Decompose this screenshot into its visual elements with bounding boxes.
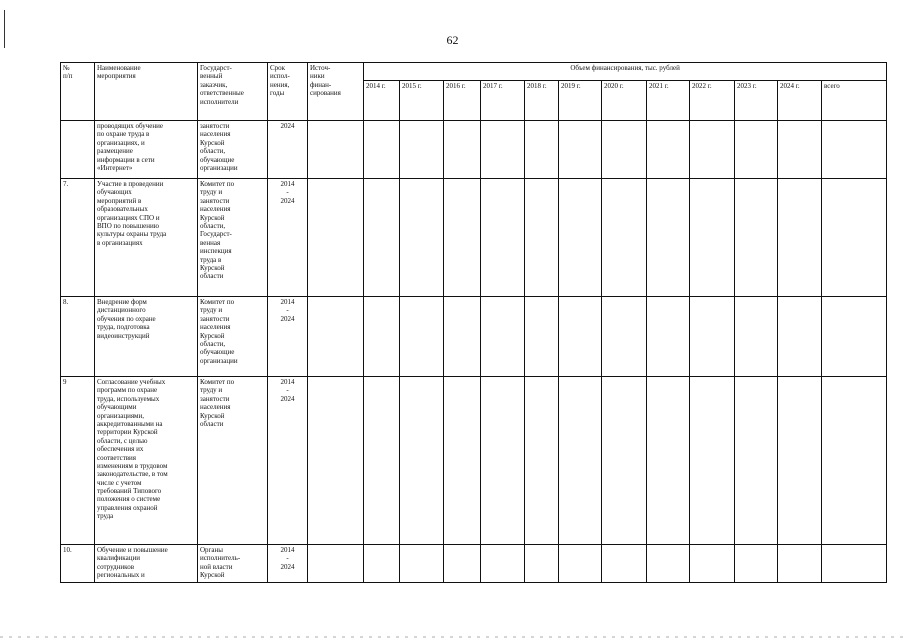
row-funding-cell: [690, 377, 735, 545]
row-funding-cell: [822, 377, 887, 545]
row-funding-cell: [481, 377, 525, 545]
row-num: 7.: [61, 179, 95, 297]
row-funding-cell: [647, 545, 690, 583]
row-num: 9: [61, 377, 95, 545]
row-source: [308, 121, 364, 179]
row-funding-cell: [481, 545, 525, 583]
table-row: [61, 121, 887, 179]
header-year: 2014 г.: [364, 81, 400, 121]
row-funding-cell: [602, 179, 647, 297]
row-funding-cell: [444, 121, 481, 179]
funding-table: [60, 62, 887, 583]
row-funding-cell: [690, 121, 735, 179]
row-funding-cell: [525, 377, 559, 545]
row-customer: занятости населения Курской области, обучающие организации: [198, 121, 268, 179]
header-year: 2022 г.: [690, 81, 735, 121]
row-funding-cell: [778, 179, 822, 297]
row-funding-cell: [400, 179, 444, 297]
header-term: Срок испол- нения, годы: [268, 63, 308, 121]
header-num: № п/п: [61, 63, 95, 121]
row-funding-cell: [822, 545, 887, 583]
row-num: 8.: [61, 297, 95, 377]
row-funding-cell: [822, 179, 887, 297]
row-funding-cell: [690, 545, 735, 583]
row-funding-cell: [735, 545, 778, 583]
row-funding-cell: [400, 297, 444, 377]
row-num: 10.: [61, 545, 95, 583]
row-funding-cell: [364, 121, 400, 179]
row-funding-cell: [525, 545, 559, 583]
row-funding-cell: [822, 297, 887, 377]
row-funding-cell: [778, 377, 822, 545]
header-year: 2017 г.: [481, 81, 525, 121]
header-year: всего: [822, 81, 887, 121]
row-customer: Органы исполнитель- ной власти Курской: [198, 545, 268, 583]
row-funding-cell: [444, 377, 481, 545]
scan-bottom-edge: [0, 636, 905, 638]
row-name: проводящих обучение по охране труда в организациях, и размещение информации в сети «Интернет»: [95, 121, 198, 179]
row-funding-cell: [602, 545, 647, 583]
row-funding-cell: [647, 297, 690, 377]
row-customer: Комитет по труду и занятости населения Курской области, Государст- венная инспекция труда в Курской области: [198, 179, 268, 297]
header-name: Наименование мероприятия: [95, 63, 198, 121]
row-funding-cell: [647, 121, 690, 179]
table-row: [61, 179, 887, 297]
row-name: Согласование учебных программ по охране труда, используемых обучающими организациями, аккредитованными на территории Курской области, с целью обеспечения их соответствия изменениям в трудовом законодательстве, в том числе с учетом требований Типового положения о системе управления охраной труда: [95, 377, 198, 545]
table-row: [61, 297, 887, 377]
row-funding-cell: [559, 377, 602, 545]
row-source: [308, 545, 364, 583]
header-year: 2015 г.: [400, 81, 444, 121]
row-funding-cell: [400, 377, 444, 545]
header-year: 2018 г.: [525, 81, 559, 121]
row-name: Участие в проведении обучающих мероприятий в образовательных организациях СПО и ВПО по повышению культуры охраны труда в организациях: [95, 179, 198, 297]
row-source: [308, 377, 364, 545]
row-source: [308, 179, 364, 297]
row-funding-cell: [647, 179, 690, 297]
row-funding-cell: [822, 121, 887, 179]
row-funding-cell: [481, 179, 525, 297]
row-funding-cell: [602, 377, 647, 545]
row-funding-cell: [559, 297, 602, 377]
row-funding-cell: [481, 297, 525, 377]
header-year: 2020 г.: [602, 81, 647, 121]
header-funding: Объем финансирования, тыс. рублей: [364, 63, 887, 81]
row-funding-cell: [735, 179, 778, 297]
row-funding-cell: [364, 297, 400, 377]
row-funding-cell: [364, 545, 400, 583]
row-funding-cell: [444, 545, 481, 583]
row-funding-cell: [735, 297, 778, 377]
row-name: Обучение и повышение квалификации сотрудников региональных и: [95, 545, 198, 583]
row-funding-cell: [525, 179, 559, 297]
row-funding-cell: [690, 297, 735, 377]
row-funding-cell: [559, 545, 602, 583]
header-year: 2024 г.: [778, 81, 822, 121]
row-funding-cell: [647, 377, 690, 545]
row-term: 2014 - 2024: [268, 179, 308, 297]
row-funding-cell: [525, 121, 559, 179]
row-funding-cell: [690, 179, 735, 297]
row-funding-cell: [735, 377, 778, 545]
row-funding-cell: [364, 377, 400, 545]
row-name: Внедрение форм дистанционного обучения по охране труда, подготовка видеоинструкций: [95, 297, 198, 377]
row-funding-cell: [602, 297, 647, 377]
row-term: 2014 - 2024: [268, 377, 308, 545]
row-funding-cell: [525, 297, 559, 377]
row-funding-cell: [559, 121, 602, 179]
row-source: [308, 297, 364, 377]
table-row: [61, 377, 887, 545]
row-funding-cell: [778, 297, 822, 377]
row-funding-cell: [400, 545, 444, 583]
header-year: 2021 г.: [647, 81, 690, 121]
row-funding-cell: [364, 179, 400, 297]
row-funding-cell: [602, 121, 647, 179]
row-funding-cell: [481, 121, 525, 179]
table-row: [61, 545, 887, 583]
header-year: 2023 г.: [735, 81, 778, 121]
row-term: 2014 - 2024: [268, 297, 308, 377]
row-term: 2014 - 2024: [268, 545, 308, 583]
row-funding-cell: [778, 121, 822, 179]
row-funding-cell: [778, 545, 822, 583]
row-funding-cell: [559, 179, 602, 297]
header-year: 2019 г.: [559, 81, 602, 121]
header-year: 2016 г.: [444, 81, 481, 121]
row-customer: Комитет по труду и занятости населения Курской области, обучающие организации: [198, 297, 268, 377]
row-funding-cell: [400, 121, 444, 179]
page-number: 62: [446, 33, 459, 47]
row-term: 2024: [268, 121, 308, 179]
header-source: Источ- ники финан- сирования: [308, 63, 364, 121]
row-funding-cell: [735, 121, 778, 179]
row-num: [61, 121, 95, 179]
header-customer: Государст- венный заказчик, ответственные исполнители: [198, 63, 268, 121]
row-customer: Комитет по труду и занятости населения Курской области: [198, 377, 268, 545]
row-funding-cell: [444, 179, 481, 297]
row-funding-cell: [444, 297, 481, 377]
